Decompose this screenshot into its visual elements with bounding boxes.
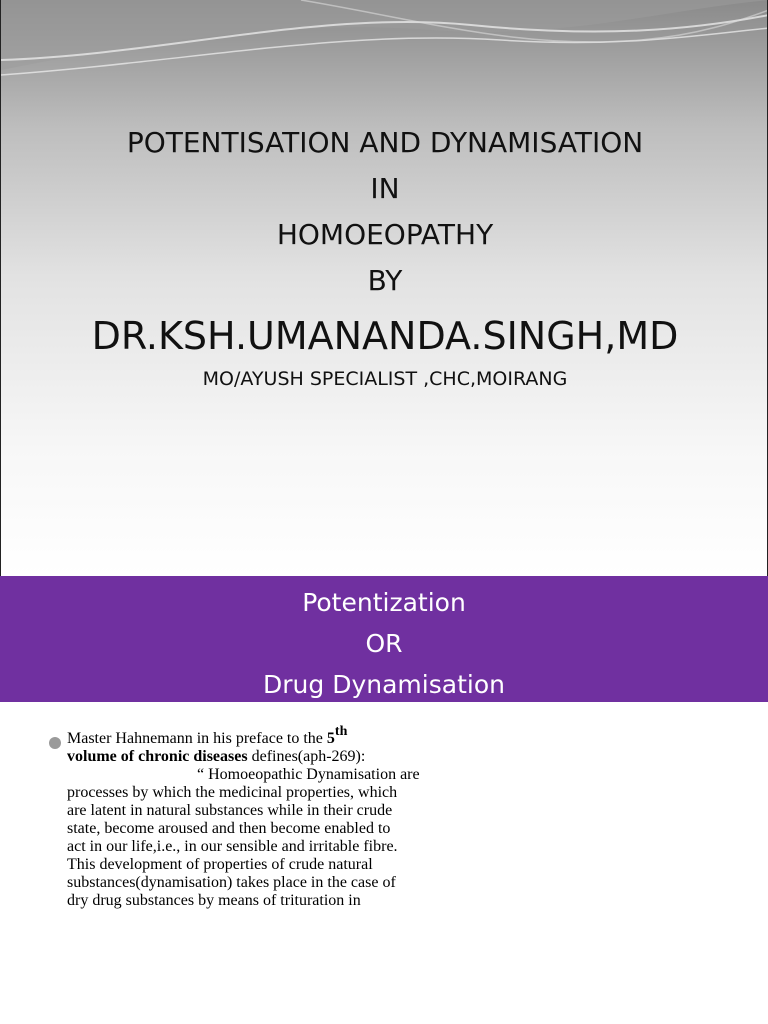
bullet-second-line [67,748,757,766]
bullet-first-line [67,724,757,748]
bullet-paragraph [67,724,757,910]
author-affiliation: MO/AYUSH SPECIALIST ,CHC,MOIRANG [202,368,568,390]
title-line-2: IN [370,172,400,205]
bullet-icon [49,737,61,749]
quote-line: processes by which the medicinal properties, which [67,784,398,801]
bullet-intro: Master Hahnemann in his preface to the [67,730,327,747]
author-name: DR.KSH.UMANANDA.SINGH,MD [91,314,679,358]
quote-line: substances(dynamisation) takes place in the case of [67,874,396,891]
quote-line: act in our life,i.e., in our sensible and irritable fibre. [67,838,398,855]
slide-header [0,576,768,702]
bold-phrase: volume of chronic diseases [67,748,248,765]
bullet-after-bold: defines(aph-269): [247,748,366,765]
quote-line: state, become aroused and then become enabled to [67,820,391,837]
header-line-1: Potentization [302,588,466,617]
title-line-1: POTENTISATION AND DYNAMISATION [126,126,644,159]
title-block [1,120,768,394]
quote-line: are latent in natural substances while in their crude [67,802,393,819]
header-line-3: Drug Dynamisation [263,670,505,699]
title-line-4: BY [367,264,403,297]
quote-line: This development of properties of crude natural [67,856,373,873]
volume-number: 5 [326,730,335,747]
title-line-3: HOMOEOPATHY [276,218,494,251]
volume-ordinal: th [334,724,348,739]
header-line-2: OR [365,629,403,658]
quote-line: dry drug substances by means of trituration in [67,892,361,909]
decorative-waves [1,0,768,110]
quote-start: “ Homoeopathic Dynamisation are [197,766,420,783]
